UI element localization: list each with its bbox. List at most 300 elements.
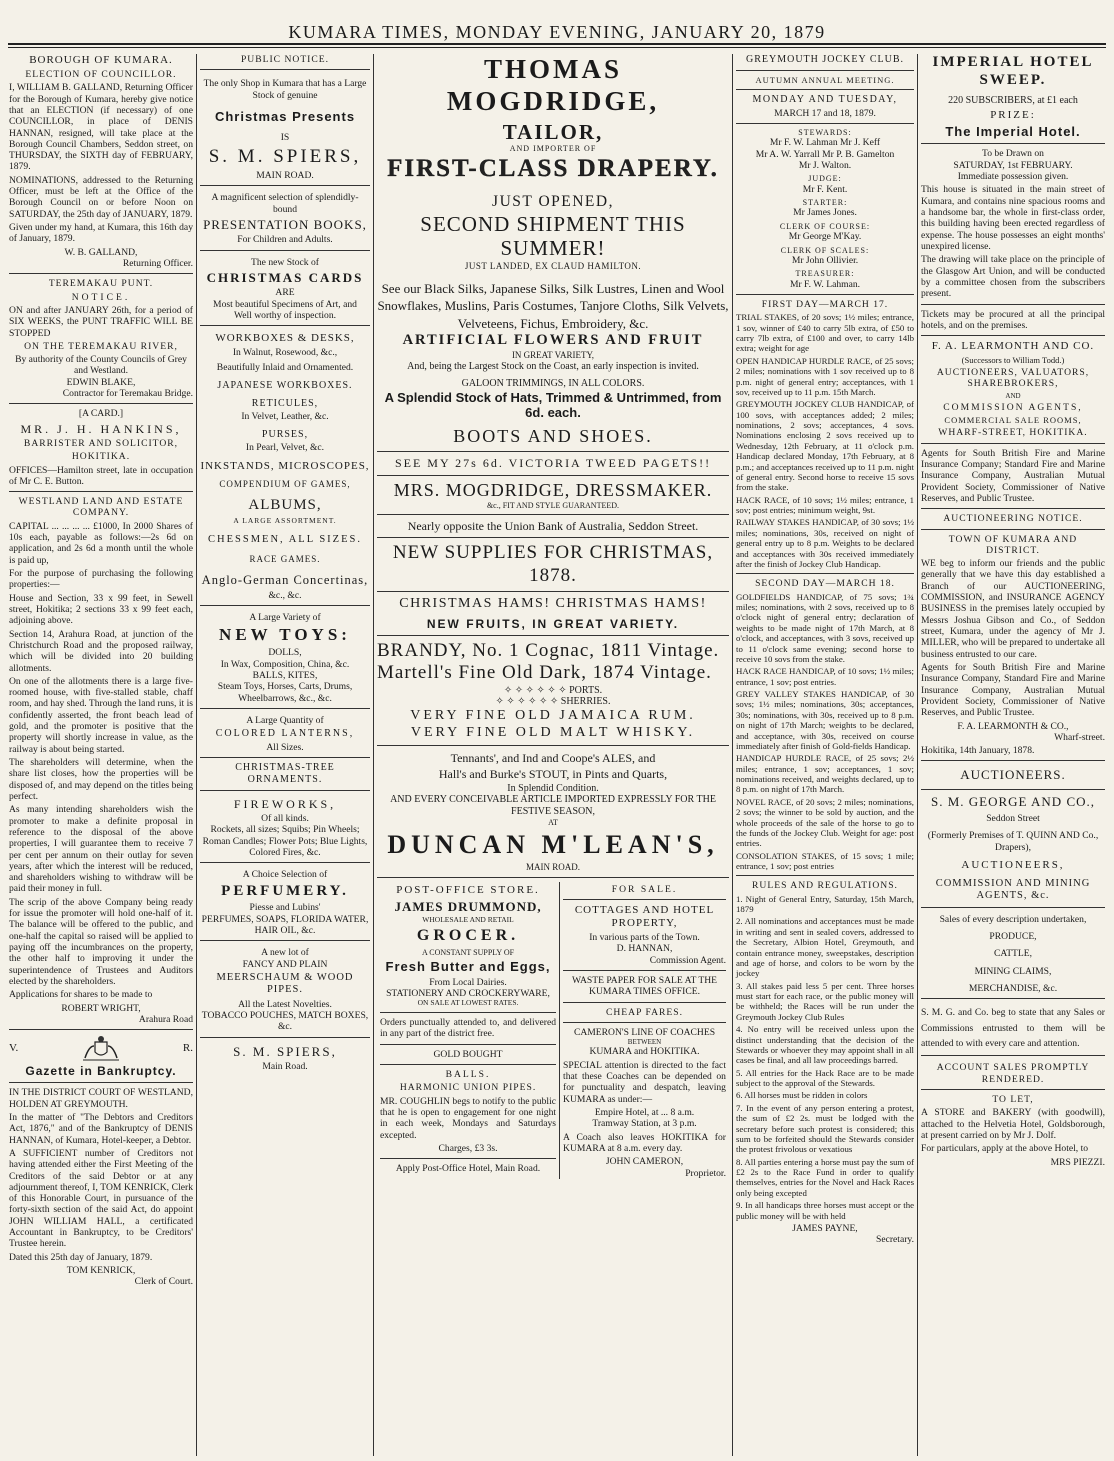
separator (921, 304, 1105, 305)
lanterns-heading: COLORED LANTERNS, (215, 728, 355, 740)
children-adults: For Children and Adults. (237, 234, 333, 246)
council-ad-body: I, WILLIAM B. GALLAND, Returning Officer for the Borough of Kumara, hereby give notice that an ELECTION (if necessary) of one COUNCILLOR, in place of DENIS HANNAN, resigned, will take place at the Borough Council Chambers, Seddon street, on THURSDAY, the SIXTH day of FEBRUARY, 1879. (9, 82, 193, 173)
presentation-books: PRESENTATION BOOKS, (203, 216, 367, 232)
po-stationery: STATIONERY AND CROCKERYWARE, (386, 987, 550, 999)
punt-ad-body: ON and after JANUARY 26th, for a period of SIX WEEKS, the PUNT TRAFFIC WILL BE STOPPED (9, 304, 193, 339)
westland-signature: ROBERT WRIGHT, (61, 1002, 141, 1014)
separator (200, 250, 370, 251)
sherries-decoration-icon: ✧ ✧ ✧ ✧ ✧ ✧ (495, 696, 561, 708)
learmonth-rooms: COMMERCIAL SALE ROOMS, (944, 415, 1082, 426)
victoria-tweed: SEE MY 27s 6d. VICTORIA TWEED PAGETS!! (394, 456, 712, 471)
toys-materials: In Wax, Composition, China, &c. (220, 658, 350, 670)
goods-item (200, 479, 370, 490)
spiers-road: MAIN ROAD. (256, 169, 314, 181)
goods-item (200, 460, 370, 473)
hankins-name: MR. J. H. HANKINS, (20, 421, 182, 436)
race-entry: GOLDFIELDS HANDICAP, of 75 sovs; 1¾ miles; nominations, with 2 sovs, received up to 8 o'clock night of general entry; declaration of weights to be made night of 17th March, at 8 o'clock, and acceptances, with 3 sovs, received up to 11 o'clock same evening; second horse to receive 10 sovs from the stake. (736, 591, 914, 664)
punt-ad-role: Contractor for Teremakau Bridge. (62, 388, 193, 400)
draw-date: SATURDAY, 1st FEBRUARY. (953, 159, 1073, 171)
possession: Immediate possession given. (957, 171, 1069, 183)
perfumery-brands: Piesse and Lubins' (249, 902, 321, 914)
at-label: AT (548, 818, 558, 828)
jamaica-rum: VERY FINE OLD JAMAICA RUM. (410, 708, 696, 724)
silks-list: See our Black Silks, Japanese Silks, Silk Lustres, Linen and Wool Snowflakes, Muslins, Paris Costumes, Tanjore Cloths, Silk Velvets, Velveteens, Fichus, Embroidery, &c. (377, 280, 729, 331)
prize-hotel: The Imperial Hotel. (945, 124, 1081, 140)
westland-body-1: On one of the allotments there is a large five-roomed house, with five-stalled stable, chaff room, and hay shed. Through the land runs, it is confidently asserted, the front beach lead of gold, and the promoter is positive that the property will shortly increase in value, as the railway is about being started. (9, 675, 193, 755)
subscribers: 220 SUBSCRIBERS, at £1 each (948, 95, 1078, 107)
coach-route: KUMARA and HOKITIKA. (589, 1046, 700, 1058)
imperial-sweep-title: IMPERIAL HOTEL SWEEP. (932, 54, 1094, 88)
sherries-label: SHERRIES. (560, 696, 611, 708)
separator (200, 1037, 370, 1038)
goods-item (200, 429, 370, 454)
separator (200, 185, 370, 186)
separator (736, 573, 914, 574)
spiers-name: S. M. SPIERS, (208, 145, 362, 167)
goods-item-heading: JAPANESE WORKBOXES. (217, 379, 353, 391)
large-quantity-text: A Large Quantity of (246, 714, 324, 726)
choice-selection-text: A Choice Selection of (242, 869, 328, 881)
race-entry: TRIAL STAKES, of 20 sovs; 1½ miles; entrance, 1 sov, winner of £40 to carry 5lb extra, of £50 to carry 7lb extra, of £100 and over, to carry 14lb extra; weight for age (736, 312, 914, 354)
mogdridge-name: THOMAS MOGDRIDGE, (446, 54, 660, 116)
post-office-store-ad (377, 882, 560, 1179)
spiers-name-footer: S. M. SPIERS, (233, 1043, 337, 1059)
splendid-condition: In Splendid Condition. (507, 782, 599, 794)
goods-item (200, 398, 370, 423)
sale-hannan: D. HANNAN, (616, 943, 673, 955)
westland-address: Arahura Road (138, 1013, 193, 1025)
learmonth-commission: COMMISSION AGENTS, (943, 402, 1083, 414)
brandy-cognac: BRANDY, No. 1 Cognac, 1811 Vintage. (377, 639, 720, 661)
hotel-description: This house is situated in the main street of Kumara, and contains nine spacious rooms and a handsome bar, the whole in first-class order, this building having been erected regardless of expense. The house possesses an eight months' unexpired license. (921, 184, 1105, 252)
public-notice-title: PUBLIC NOTICE. (240, 54, 330, 65)
fit-style: &c., FIT AND STYLE GUARANTEED. (486, 500, 620, 510)
rule-item: 3. All stakes paid less 5 per cent. Three horses must start for each race, or the public money will be withheld; the Races will be run under the Greymouth Jockey Club Rules (736, 980, 914, 1022)
new-toys-heading: NEW TOYS: (219, 625, 351, 645)
galoon-trimmings: GALOON TRIMMINGS, IN ALL COLORS. (461, 377, 645, 389)
westland-apply: Applications for shares to be made to (9, 989, 153, 1001)
separator (377, 514, 729, 515)
royal-r: R. (182, 1041, 193, 1054)
separator (380, 1158, 556, 1159)
race-entry: OPEN HANDICAP HURDLE RACE, of 25 sovs; 2 miles; nominations with 1 sov received up to 8 p.m. night of general entry; acceptances, with 1 sov, received up to 11 p.m. 15th March. (736, 355, 914, 397)
sale-title: FOR SALE. (611, 883, 678, 895)
first-day-heading: FIRST DAY—MARCH 17. (761, 299, 889, 311)
boots-and-shoes: BOOTS AND SHOES. (453, 426, 653, 447)
rule-item: 6. All horses must be ridden in colors (736, 1090, 868, 1101)
separator (921, 1055, 1105, 1056)
george-formerly: (Formerly Premises of T. QUINN AND Co., Drapers), (927, 830, 1099, 853)
separator (921, 998, 1105, 999)
official-value: Mr James Jones. (793, 207, 857, 219)
po-constant: A CONSTANT SUPPLY OF (421, 947, 515, 957)
camerons-line: CAMERON'S LINE OF COACHES (573, 1026, 716, 1038)
westland-section: Section 14, Arahura Road, at junction of the Christchurch Road and the proposed railway, which will be divided into 20 building allotments. (9, 628, 193, 674)
separator (9, 1082, 193, 1083)
po-wholesale: WHOLESALE AND RETAIL (422, 915, 514, 925)
tobacco-text: TOBACCO POUCHES, MATCH BOXES, &c. (201, 1009, 369, 1033)
po-dairies: From Local Dairies. (429, 976, 507, 988)
race-entry: HACK RACE, of 10 sovs; 1½ miles; entrance, 1 sov; post entries; minimum weight, 9st. (736, 494, 914, 516)
separator (921, 143, 1105, 144)
only-shop-text: The only Shop in Kumara that has a Large Stock of genuine (203, 78, 367, 101)
coach-role: Proprietor. (685, 1167, 726, 1179)
officials-list (736, 128, 914, 290)
coach-tram: Tramway Station, at 3 p.m. (592, 1118, 697, 1130)
council-ad-given: Given under my hand, at Kumara, this 16th day of January, 1879. (9, 222, 193, 245)
mrs-piezzi: MRS PIEZZI. (1050, 1156, 1105, 1168)
auctioneers-heading: AUCTIONEERS. (960, 767, 1066, 783)
westland-purpose: For the purpose of purchasing the following properties:— (9, 568, 193, 591)
largest-stock: And, being the Largest Stock on the Coast, an early inspection is invited. (407, 361, 699, 373)
race-entry: NOVEL RACE, of 20 sovs; 2 miles; nominations, 2 sovs; the winner to be sold by auction, and the whole proceeds of the sale of the horse to go to the funds of the Jockey Club. Weight for age: post entries. (736, 796, 914, 849)
ales-line: Tennants', and Ind and Coope's ALES, and (450, 751, 656, 766)
auctioneering-notice: AUCTIONEERING NOTICE. (943, 513, 1083, 525)
official-heading: STEWARDS: (798, 127, 852, 137)
ports-line (377, 685, 729, 697)
separator (736, 70, 914, 71)
po-name: JAMES DRUMMOND, (394, 898, 542, 914)
separator (377, 635, 729, 636)
column-1 (6, 52, 196, 1457)
goods-item-detail: &c., &c. (268, 589, 302, 601)
race-entry: HANDICAP HURDLE RACE, of 25 sovs; 2½ miles; entrance, 1 sov; acceptances, 1 sov; nominations received, and weights declared, up to 8 p.m. on night of 17th March. (736, 753, 914, 795)
separator (377, 475, 729, 476)
rule-item: 5. All entries for the Hack Race are to be made subject to the approval of the Stewards. (736, 1067, 914, 1089)
mrs-mogdridge-dressmaker: MRS. MOGDRIDGE, DRESSMAKER. (393, 479, 713, 500)
martell-dark: Martell's Fine Old Dark, 1874 Vintage. (377, 662, 712, 684)
goods-item (200, 573, 370, 601)
gazette-matter: In the matter of "The Debtors and Creditors Act, 1876," and of the Bankruptcy of DENIS HANNAN, of Kumara, Hotel-keeper, a Debtor. (9, 1111, 193, 1146)
race-entry: GREYMOUTH JOCKEY CLUB HANDICAP, of 100 sovs, with acceptances added; 2 miles; nominations, 2 sovs; acceptances, 4 sovs. Nominations enclosing 2 sovs received up to Wednesday, 12th February, at 11 o'clock p.m. Handicap declared Monday, 17th February, at 8 p.m.; and acceptances received up to 11 p.m. night of general entry. Second horse to receive 15 sovs from the stake. (736, 399, 914, 493)
rule-item: 2. All nominations and acceptances must be made in writing and sent in sealed covers, addressed to the Secretary, Albion Hotel, Greymouth, and contain entrance money, sweepstakes, description and age of horse, and colors to be worn by the jockey (736, 916, 914, 979)
separator (9, 1029, 193, 1030)
waste-paper: WASTE PAPER FOR SALE AT THE KUMARA TIMES OFFICE. (571, 974, 718, 998)
are-label: ARE (275, 287, 295, 299)
royal-arms (9, 1034, 193, 1062)
pipes-heading: MEERSCHAUM & WOOD PIPES. (216, 971, 354, 996)
goods-item-detail: In Walnut, Rosewood, &c., (232, 347, 338, 359)
drawn-on: To be Drawn on (982, 148, 1044, 160)
official-entry (736, 174, 914, 195)
official-value: Mr F. Kent. (802, 183, 848, 195)
between-label: BETWEEN (627, 1038, 662, 1047)
card-label: [A CARD.] (78, 408, 124, 420)
goods-category: MERCHANDISE, &c. (968, 983, 1058, 995)
po-grocer: GROCER. (416, 926, 520, 944)
separator (380, 1044, 556, 1045)
race-entry: CONSOLATION STAKES, of 15 sovs; 1 mile; entrance, 1 sov; post entries (736, 850, 914, 872)
coach-hokitika: A Coach also leaves HOKITIKA for KUMARA at 8 a.m. every day. (563, 1131, 726, 1154)
po-charges: Charges, £3 3s. (438, 1142, 498, 1154)
novelties-text: All the Latest Novelties. (238, 998, 332, 1010)
official-heading: CLERK OF SCALES: (780, 245, 870, 255)
hankins-title: BARRISTER AND SOLICITOR, (23, 437, 179, 449)
separator (921, 907, 1105, 908)
punt-ad-authority: By authority of the County Councils of Grey and Westland. (15, 354, 187, 377)
separator (921, 443, 1105, 444)
gazette-court: IN THE DISTRICT COURT OF WESTLAND, HOLDEN AT GREYMOUTH. (9, 1087, 193, 1110)
separator (200, 757, 370, 758)
secretary-signature: JAMES PAYNE, (792, 1222, 858, 1234)
drawing-text: The drawing will take place on the principle of the Glasgow Art Union, and will be conducted by a committee chosen from the subscribers present. (921, 254, 1105, 300)
po-title: POST-OFFICE STORE. (396, 883, 540, 896)
perfumery-heading: PERFUMERY. (221, 882, 349, 899)
artificial-flowers: ARTIFICIAL FLOWERS AND FRUIT (402, 332, 704, 349)
separator (9, 273, 193, 274)
po-orders: Orders punctually attended to, and delivered in any part of the district free. (380, 1017, 557, 1040)
separator (921, 335, 1105, 336)
just-landed: JUST LANDED, EX CLAUD HAMILTON. (464, 261, 642, 272)
separator (200, 862, 370, 863)
we-beg-text: WE beg to inform our friends and the public generally that we have this day established a Branch of our AUCTIONEERING, COMMISSION, and INSURANCE AGENCY BUSINESS in the premises lately occupied by Messrs Joshua Gibson and Co., of Seddon street, Kumara, under the agency of Mr J. MILLER, who will be prepared to undertake all business entrusted to our care. (921, 558, 1105, 660)
toys-steam: Steam Toys, Horses, Carts, Drums, Wheelbarrows, &c., &c. (217, 681, 353, 704)
punt-ad-title: TEREMAKAU PUNT. (48, 278, 154, 290)
separator (563, 1002, 726, 1003)
meeting-days: MONDAY AND TUESDAY, (752, 93, 898, 105)
separator (9, 403, 193, 404)
separator (377, 591, 729, 592)
separator (921, 529, 1105, 530)
learmonth-wharf-street: Wharf-street. (1054, 731, 1105, 743)
council-ad-nominations: NOMINATIONS, addressed to the Returning Officer, must be left at the Office of the Borough Council on or before Noon on SATURDAY, the 25th day of JANUARY, 1879. (9, 174, 193, 220)
malt-whisky: VERY FINE OLD MALT WHISKY. (410, 724, 696, 740)
ports-decoration-icon: ✧ ✧ ✧ ✧ ✧ ✧ (503, 684, 570, 696)
first-day-races (736, 312, 914, 569)
rules-list (736, 894, 914, 1221)
specimens-text: Most beautiful Specimens of Art, and (213, 298, 357, 310)
is-label: IS (280, 132, 290, 144)
separator (200, 790, 370, 791)
separator (563, 899, 726, 900)
second-day-heading: SECOND DAY—MARCH 18. (755, 578, 895, 590)
separator (921, 760, 1105, 761)
goods-item-heading: ALBUMS, (248, 497, 322, 514)
new-lot-text: A new lot of (261, 947, 309, 959)
goods-category: PRODUCE, (989, 931, 1037, 943)
mogdridge-tailor: TAILOR, (502, 119, 604, 144)
separator (921, 1089, 1105, 1090)
westland-body-3: As many intending shareholders wish the promoter to make a definite proposal in reference to the disposal of the above properties, I will guarantee them to receive 7 per cent per annum on their outlay for seven years, after which the interest will be reduced, and shareholders wishing to withdraw will be paid their money in full. (9, 804, 193, 895)
goods-item (200, 362, 370, 373)
official-value: Mr F. W. Lahman Mr J. Keff Mr A. W. Yarrall Mr P. B. Gamelton Mr J. Walton. (755, 137, 895, 171)
column-2 (197, 52, 373, 1457)
gazette-signature: TOM KENRICK, (66, 1265, 136, 1277)
christmas-cards-heading: CHRISTMAS CARDS (206, 269, 364, 285)
account-sales: ACCOUNT SALES PROMPTLY RENDERED. (936, 1062, 1090, 1085)
sales-undertaken: Sales of every description undertaken, (939, 913, 1087, 925)
fireworks-list: Rockets, all sizes; Squibs; Pin Wheels; Roman Candles; Flower Pots; Blue Lights, Colored Fires, &c. (202, 824, 368, 858)
new-stock-text: The new Stock of (251, 256, 319, 268)
gazette-dated: Dated this 25th day of January, 1879. (9, 1251, 153, 1263)
christmas-hams: CHRISTMAS HAMS! CHRISTMAS HAMS! (399, 596, 707, 612)
large-variety-text: A Large Variety of (249, 611, 321, 623)
smg-statement: S. M. G. and Co. beg to state that any Sales or Commissions entrusted to them will be attended to with every care and attention. (921, 1007, 1105, 1050)
po-apply: Apply Post-Office Hotel, Main Road. (395, 1163, 541, 1175)
ports-label: PORTS. (569, 684, 603, 696)
new-supplies: NEW SUPPLIES FOR CHRISTMAS, 1878. (392, 542, 714, 586)
rules-heading: RULES AND REGULATIONS. (752, 880, 898, 892)
official-heading: STARTER: (802, 198, 848, 208)
separator (736, 875, 914, 876)
separator (200, 325, 370, 326)
westland-body-2: The shareholders will determine, when the share list closes, how the properties will be disposed of, and may depend on the titles being perfect. (9, 757, 193, 802)
new-fruits: NEW FRUITS, IN GREAT VARIETY. (426, 616, 680, 631)
stout-line: Hall's and Burke's STOUT, in Pints and Quarts, (438, 767, 668, 782)
council-ad-subtitle: ELECTION OF COUNCILLOR. (25, 68, 177, 80)
perfumery-products: PERFUMES, SOAPS, FLORIDA WATER, HAIR OIL, &c. (201, 913, 369, 936)
learmonth-and: AND (1005, 391, 1021, 400)
official-entry (736, 198, 914, 219)
council-ad-role: Returning Officer. (122, 257, 193, 269)
goods-item-detail: Beautifully Inlaid and Ornamented. (216, 362, 354, 374)
toys-balls: BALLS, KITES, (252, 669, 318, 681)
sale-agent: Commission Agent. (649, 954, 726, 966)
separator (921, 508, 1105, 509)
secretary-role: Secretary. (876, 1234, 914, 1246)
official-entry (736, 128, 914, 171)
westland-title: WESTLAND LAND AND ESTATE COMPANY. (18, 496, 184, 519)
every-article: AND EVERY CONCEIVABLE ARTICLE IMPORTED EXPRESSLY FOR THE FESTIVE SEASON, (390, 794, 716, 818)
race-entry: RAILWAY STAKES HANDICAP, of 30 sovs; 1½ miles; nominations, 30s, received on night of general entry up to 8 p.m. Weights to be declared and acceptances with 30s received immediately after the finish of Jockey Club Handicap. (736, 517, 914, 569)
rule-item: 7. In the event of any person entering a protest, the sum of £2 2s. must be lodged with the secretary before such protest is considered; this sum to be forfeited should the Stewards consider the protest frivolous or vexatious (736, 1102, 914, 1155)
fireworks-heading: FIREWORKS, (233, 796, 337, 811)
official-entry (736, 222, 914, 243)
westland-house: House and Section, 33 x 99 feet, in Sewell street, Hokitika; 2 sections 33 x 99 feet each, adjoining above. (9, 592, 193, 627)
royal-v: V. (9, 1041, 19, 1054)
goods-item (200, 380, 370, 392)
fancy-plain: FANCY AND PLAIN (242, 958, 328, 970)
rule-item: 4. No entry will be received unless upon the distinct understanding that the decision of the Stewards or whoever they may appoint shall in all cases be final, and all law proceedings barred. (736, 1024, 914, 1066)
coach-special: SPECIAL attention is directed to the fact that these Coaches can be depended on for punctuality and despatch, leaving KUMARA as under:— (563, 1059, 726, 1105)
goods-item-detail: A LARGE ASSORTMENT. (233, 516, 337, 526)
mclean-main-road: MAIN ROAD. (526, 862, 580, 873)
goods-item-detail: In Velvet, Leather, &c. (241, 411, 329, 423)
inspection-text: Well worthy of inspection. (233, 309, 337, 321)
goods-item-heading: WORKBOXES & DESKS, (215, 332, 355, 345)
christmas-presents-heading: Christmas Presents (214, 108, 356, 124)
goods-item-heading: PURSES, (261, 428, 309, 440)
official-heading: CLERK OF COURSE: (779, 221, 871, 231)
coach-signature: JOHN CAMERON, (605, 1156, 684, 1168)
punt-ad-notice: NOTICE. (71, 291, 131, 303)
learmonth-dated: Hokitika, 14th January, 1878. (921, 745, 1035, 757)
separator (736, 123, 914, 124)
separator (200, 605, 370, 606)
separator (200, 708, 370, 709)
hats-stock: A Splendid Stock of Hats, Trimmed & Untrimmed, from 6d. each. (384, 389, 722, 420)
just-opened: JUST OPENED, (492, 193, 614, 211)
gazette-title: Gazette in Bankruptcy. (25, 1064, 177, 1079)
masthead-rule (8, 43, 1106, 48)
goods-item-heading: RETICULES, (251, 397, 319, 409)
learmonth-name: F. A. LEARMONTH AND CO. (931, 340, 1095, 353)
separator (377, 537, 729, 538)
po-harmonic: HARMONIC UNION PIPES. (399, 1082, 537, 1094)
george-commission: COMMISSION AND MINING AGENTS, &c. (935, 878, 1091, 902)
meeting-dates: MARCH 17 and 18, 1879. (774, 107, 876, 119)
column-5 (918, 52, 1108, 1457)
goods-item-heading: RACE GAMES. (249, 554, 321, 565)
jockey-club-title: GREYMOUTH JOCKEY CLUB. (745, 54, 905, 65)
learmonth-agents: Agents for South British Fire and Marine Insurance Company; Standard Fire and Marine Insurance Company, Australian Mutual Provident Society, Commissioner of Native Reserves, and Public Trustee. (921, 447, 1105, 504)
christmas-tree-ornaments: CHRISTMAS-TREE ORNAMENTS. (235, 762, 335, 786)
goods-item (200, 554, 370, 565)
column-3-subcolumns (377, 882, 729, 1179)
po-coughlin: MR. COUGHLIN begs to notify to the public that he is open to engagement for one night in each week, Mondays and Saturdays excepted. (380, 1095, 557, 1141)
sale-cottages: COTTAGES AND HOTEL PROPERTY, (574, 904, 715, 930)
westland-capital: CAPITAL ... ... ... ... £1000, In 2000 Shares of 10s each, payable as follows:—2s 6d on application, and 2s 6d a month until the whole is paid up, (9, 520, 193, 566)
goods-item (200, 497, 370, 526)
sale-parts: In various parts of the Town. (589, 932, 700, 944)
punt-ad-river: ON THE TEREMAKAU RIVER, (24, 340, 178, 352)
mogdridge-importer: AND IMPORTER OF (509, 144, 597, 154)
separator (9, 491, 193, 492)
po-balls: BALLS. (445, 1068, 491, 1080)
rule-item: 8. All parties entering a horse must pay the sum of £2 2s to the Race Fund in order to qualify themselves, entries for the Novel and Hack Races only being excepted (736, 1156, 914, 1198)
goods-category: MINING CLAIMS, (974, 965, 1052, 977)
goods-list (200, 332, 370, 601)
masthead (0, 0, 1114, 50)
first-class-drapery: FIRST-CLASS DRAPERY. (387, 154, 719, 182)
official-heading: TREASURER: (795, 269, 855, 279)
town-of-kumara: TOWN OF KUMARA AND DISTRICT. (948, 533, 1078, 556)
po-butter-eggs: Fresh Butter and Eggs, (385, 959, 551, 975)
prize-label: PRIZE: (990, 109, 1036, 122)
gazette-body: A SUFFICIENT number of Creditors not having attended either the First Meeting of the Creditors of the said Debtor or at any adjournment thereof, I, TOM KENRICK, Clerk of this Honorable Court, in pursuance of the forty-sixth section of the said Act, do appoint JOHN WILLIAM HALL, a certificated Accountant in Bankruptcy, to be Creditors' Trustee herein. (9, 1147, 193, 1250)
duncan-mclean: DUNCAN M'LEAN'S, (387, 829, 719, 859)
separator (380, 1012, 556, 1013)
race-entry: GREY VALLEY STAKES HANDICAP, of 30 sovs; 1½ miles; nominations, 30s; acceptances, 30s; nominations, with 30s, received up to 8 p.m. on night of 17th March; weights to be declared, and acceptance, with 30s, received on course immediately after finish of Gold-fields Handicap. (736, 689, 914, 751)
newspaper-masthead-title: KUMARA TIMES, MONDAY EVENING, JANUARY 20, 1879 (288, 22, 826, 42)
separator (736, 89, 914, 90)
learmonth-successors: (Successors to William Todd.) (961, 355, 1065, 366)
po-gold-bought: GOLD BOUGHT (433, 1048, 503, 1060)
po-sale: ON SALE AT LOWEST RATES. (417, 998, 519, 1008)
goods-item (200, 332, 370, 358)
separator (377, 877, 729, 878)
rule-item: 9. In all handicaps three horses must accept or the public money will be with held (736, 1200, 914, 1221)
hankins-offices: OFFICES—Hamilton street, late in occupation of Mr C. E. Button. (9, 464, 193, 487)
great-variety: IN GREAT VARIETY, (511, 349, 595, 360)
official-entry (736, 269, 914, 290)
separator (380, 1064, 556, 1065)
goods-item-heading: COMPENDIUM OF GAMES, (219, 478, 351, 489)
royal-coat-of-arms-icon (81, 1034, 121, 1062)
official-value: Mr F. W. Lahman. (789, 278, 861, 290)
separator (377, 451, 729, 452)
official-heading: JUDGE: (808, 174, 842, 184)
george-name: S. M. GEORGE AND CO., (930, 793, 1095, 809)
goods-item-heading: INKSTANDS, MICROSCOPES, (200, 459, 370, 472)
official-value: Mr John Ollivier. (791, 254, 859, 266)
learmonth-auctioneers: AUCTIONEERS, VALUATORS, SHAREBROKERS, (936, 367, 1090, 390)
separator (563, 970, 726, 971)
column-4 (733, 52, 917, 1457)
punt-ad-signature: EDWIN BLAKE, (66, 376, 136, 388)
second-day-races (736, 592, 914, 872)
george-seddon: Seddon Street (986, 813, 1040, 825)
coach-empire: Empire Hotel, at ... 8 a.m. (594, 1107, 695, 1119)
autumn-meeting: AUTUMN ANNUAL MEETING. (755, 74, 895, 85)
goods-item-heading: Anglo-German Concertinas, (201, 572, 369, 587)
tickets-text: Tickets may be procured at all the principal hotels, and on the premises. (921, 308, 1105, 331)
to-let: TO LET, (992, 1094, 1034, 1105)
lanterns-sizes: All Sizes. (266, 741, 304, 753)
goods-categories (921, 931, 1105, 994)
george-auctioneers: AUCTIONEERS, (961, 859, 1065, 872)
hankins-town: HOKITIKA. (71, 451, 131, 463)
